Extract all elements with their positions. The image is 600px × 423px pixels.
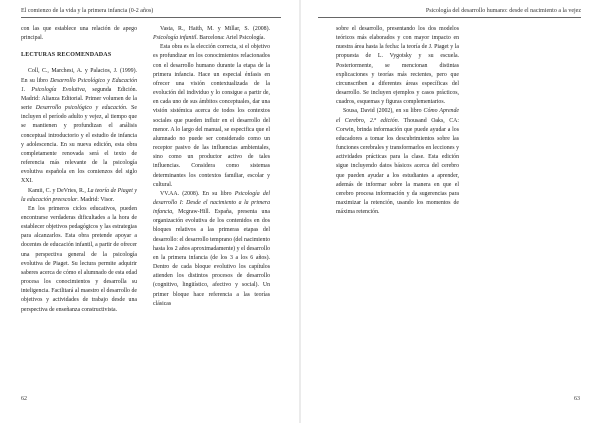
- reference-coll: Coll, C., Marchesi, A. y Palacios, J. (1999). En su libro Desarrollo Psicológico y Educación 1. Psicología Evolutiva, segunda Edición. Madrid: Alianza Editorial. Primer volumen de la serie Desarrollo psicológico y educación. Se incluyen el período adulto y vejez, al tiempo que se mantienen y profundizan el análisis conceptual introductorio y el estudio de infancia y adolescencia. En su nueva edición, esta obra completamente renovada será el texto de referencia más relevante de la psicología evolutiva española en los comienzos del siglo XXI.: [21, 68, 137, 185]
- right-column-1: [336, 25, 459, 217]
- paragraph: sobre el desarrollo, presentando los dos modelos teóricos más elaborados y con mayor impacto en nuestra área hasta la fecha: la teoría de J. Piaget y la propuesta de L. Vygotsky y su escuela. Posteriormente, se mencionan distintas explicaciones y teorías más recientes, pero que circunscriben a diferentes áreas específicas del desarrollo. Se incluyen ejemplos y casos prácticos, cuadros, esquemas y figuras complementarios.: [336, 26, 459, 106]
- paragraph: En los primeros ciclos educativos, pueden encontrarse verdaderas dificultades a la hora de establecer objetivos pedagógicos y las estrategias para alcanzarlos. Esta obra pretende apoyar a docentes de educación infantil, a partir de ofrecer una perspectiva general de la psicología evolutiva de Piaget. Su lectura permite adquirir saberes acerca de cómo el alumnado de esta edad procesa los conocimientos y desarrolla su inteligencia. Facilitará al maestro el desarrollo de objetivos y actividades de trabajo desde una perspectiva de enseñanza constructivista.: [21, 205, 137, 313]
- left-header-rule: [21, 17, 281, 18]
- left-column-1: [21, 25, 137, 315]
- paragraph: Esta obra es la elección correcta, si el objetivo es profundizar en los conocimientos relacionados con el desarrollo humano durante la etapa de la primera infancia. Hace un especial énfasis en ofrecer una visión contextualizada de la evolución del individuo y lo consigue a partir de, en cada uno de sus ámbitos conceptuales, dar una visión sistémica acerca de todos los contextos sociales que pueden influir en el desarrollo del menor. A lo largo del manual, se especifica que el alumnado no puede ser considerado como un receptor pasivo de las influencias ambientales, sino como un productor activo de tales influencias. Considera como sistemas determinantes los contextos familiar, escolar y cultural.: [153, 44, 270, 188]
- reference-vasta: Vasta, R., Haith, M. y Millar, S. (2008). Psicología infantil. Barcelona: Ariel Psicología.: [153, 26, 270, 42]
- right-header-rule: [318, 17, 581, 18]
- reference-vvaa: VV.AA. (2008). En su libro Psicología del desarrollo I: Desde el nacimiento a la primera infancia, Mcgraw-Hill. España, presenta una organización evolutiva de los contenidos en dos bloques relativos a las primeras etapas del desarrollo: el desarrollo temprano (del nacimiento hasta los 2 años aproximadamente) y el desarrollo en la primera infancia (de los 3 a los 6 años). Dentro de cada bloque evolutivo los capítulos atienden los distintos procesos de desarrollo (cognitivo, lingüístico, afectivo y social). Un primer bloque hace referencia a las teorías clásicas: [153, 190, 271, 307]
- right-page: [300, 0, 600, 423]
- left-column-2: [153, 25, 270, 309]
- right-running-header: Psicología del desarrollo humano: desde el nacimiento a la vejez: [425, 8, 581, 14]
- reference-sousa: Sousa, David (2002), en su libro Cómo Aprende el Cerebro, 2.ª edición. Thousand Oaks, CA: Corwin, brinda información que puede ayudar a los educadores a tomar los descubrimientos sobre las funciones cerebrales y transformarlos en lecciones y actividades prácticas para la clase. Esta edición sigue incluyendo datos básicos acerca del cerebro que pueden ayudar a los estudiantes a aprender, además de informar sobre la manera en que el cerebro procesa información y da sugerencias para maximizar la retención, usando los momentos de máxima retención.: [336, 108, 459, 216]
- reference-kamii: Kamii, C. y DeVries, R., La teoría de Piaget y la educación preescolar. Madrid: Visor.: [21, 187, 137, 203]
- section-title: LECTURAS RECOMENDADAS: [21, 52, 112, 59]
- right-page-number: 63: [574, 396, 580, 402]
- paragraph: con las que establece una relación de apego principal.: [21, 26, 137, 42]
- left-page-number: 62: [21, 396, 27, 402]
- left-running-header: El comienzo de la vida y la primera infancia (0-2 años): [21, 8, 154, 14]
